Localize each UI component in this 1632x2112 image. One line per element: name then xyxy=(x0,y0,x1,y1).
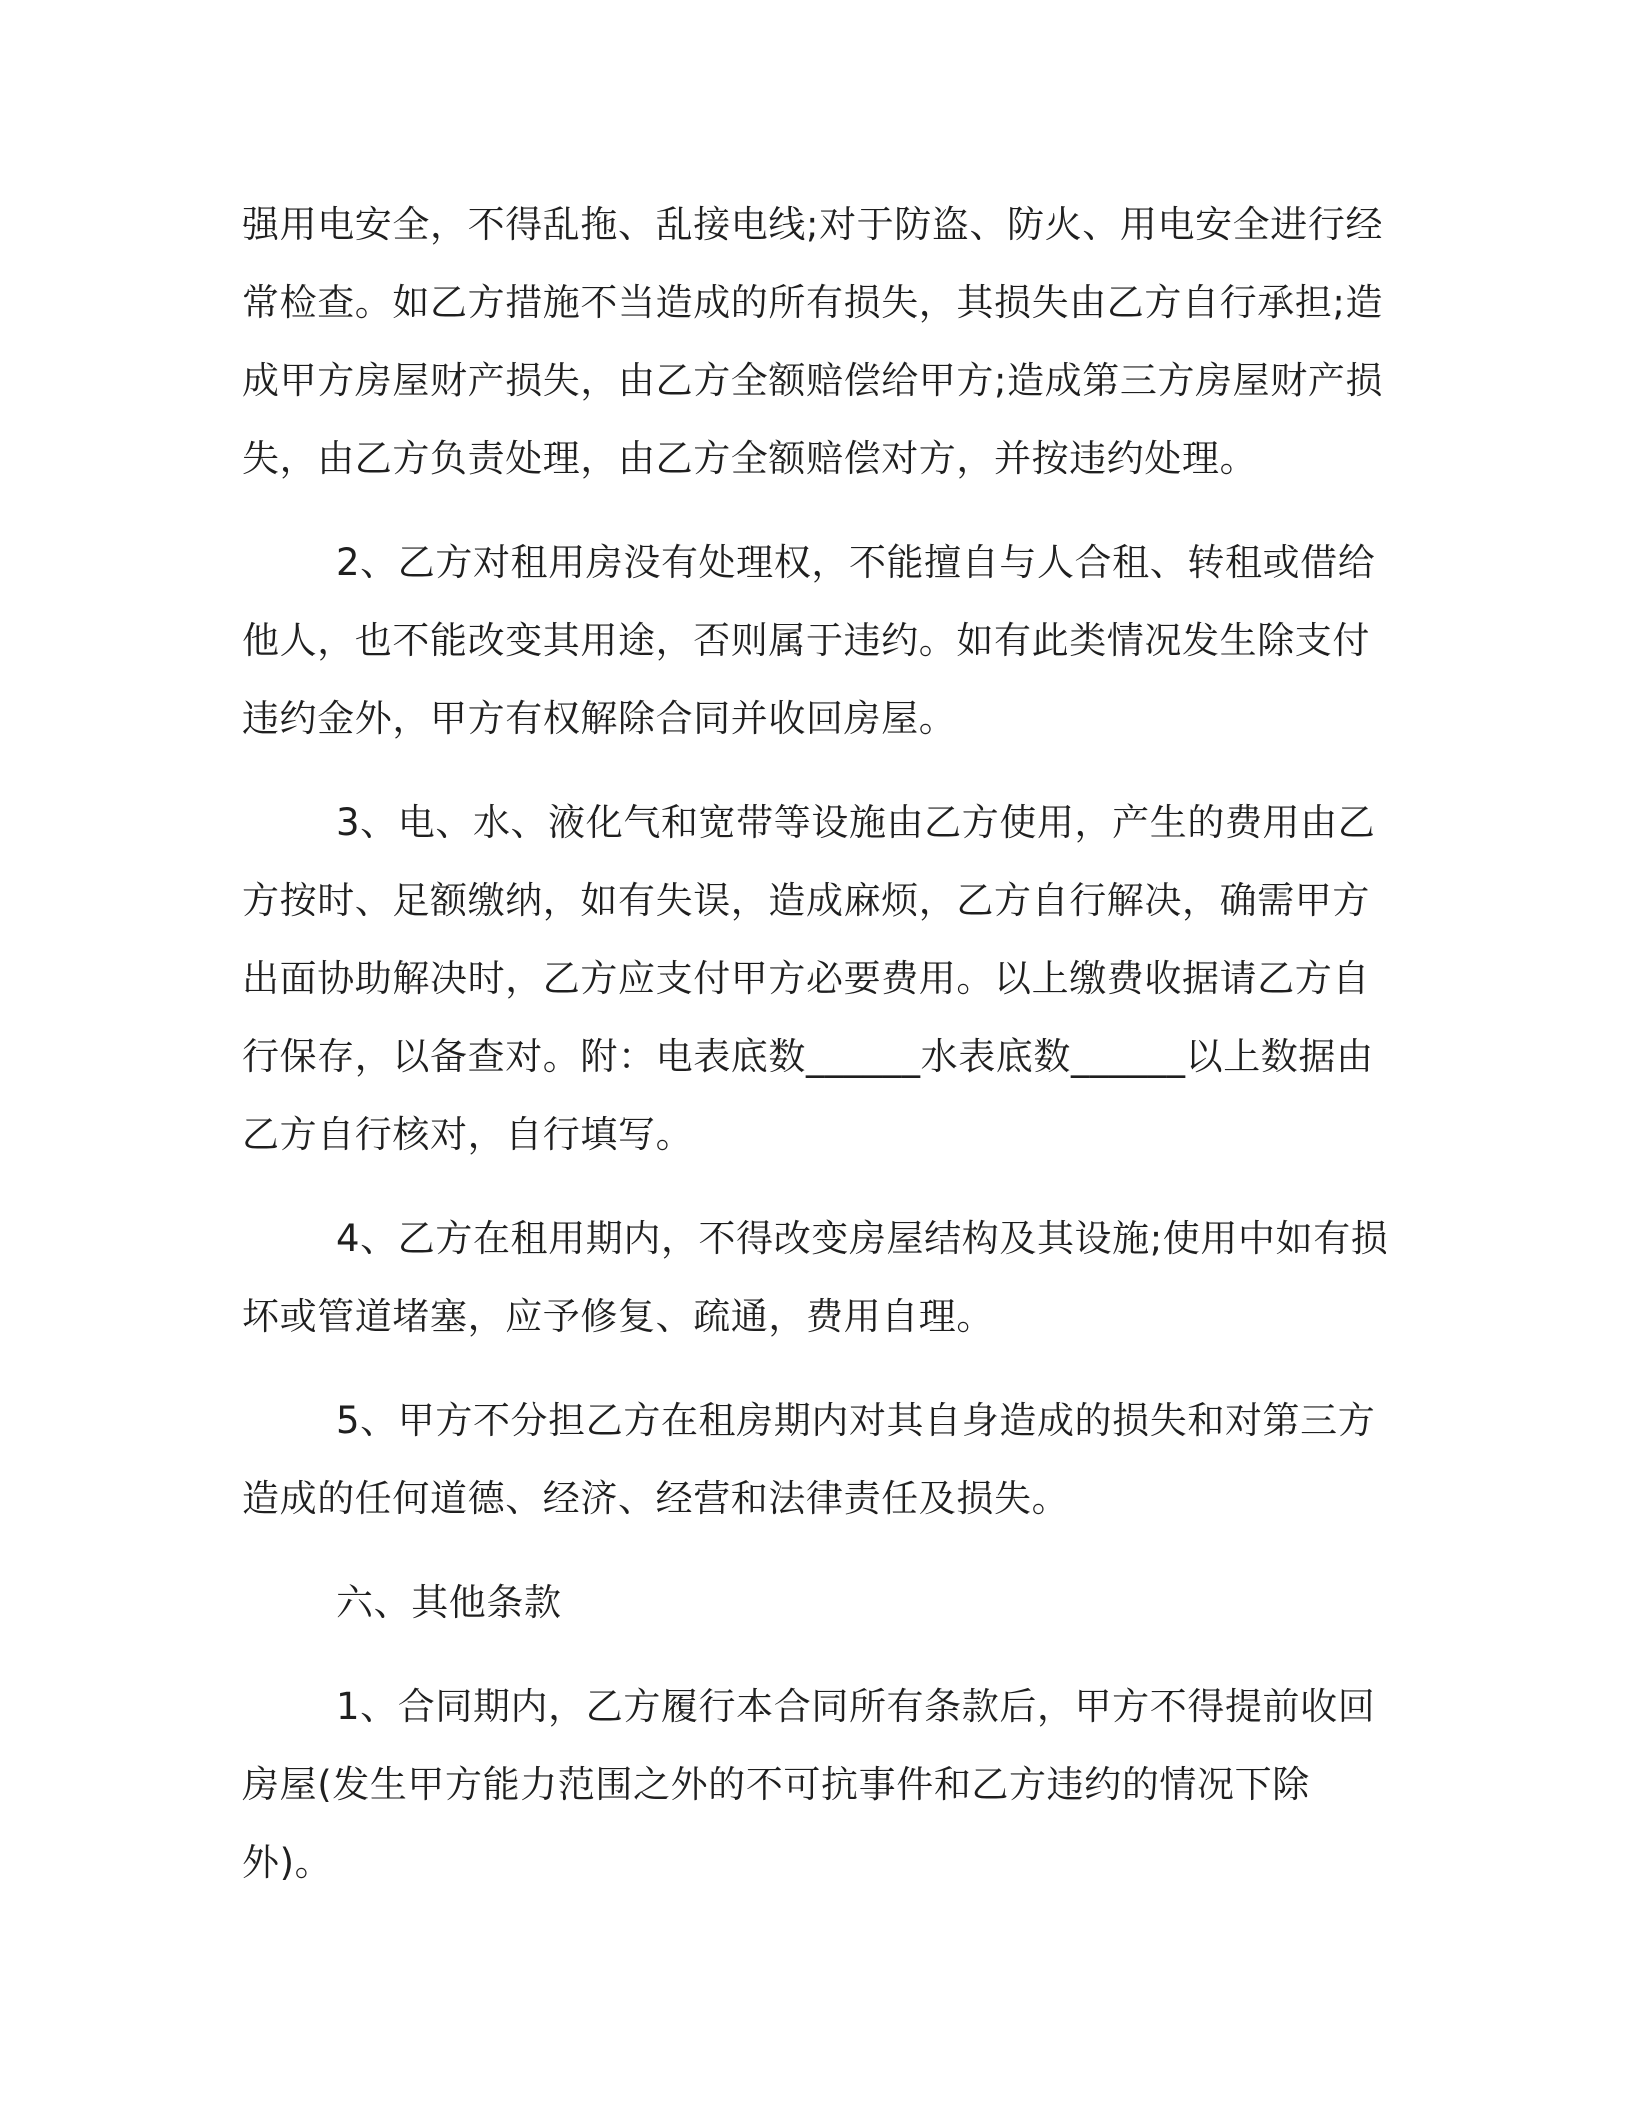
document-body xyxy=(242,186,1392,1928)
paragraph-clause-2: 2、乙方对租用房没有处理权，不能擅自与人合租、转租或借给他人，也不能改变其用途，否则属于违约。如有此类情况发生除支付违约金外，甲方有权解除合同并收回房屋。 xyxy=(242,541,1376,740)
paragraph-continued: 强用电安全，不得乱拖、乱接电线;对于防盗、防火、用电安全进行经常检查。如乙方措施不当造成的所有损失，其损失由乙方自行承担;造成甲方房屋财产损失，由乙方全额赔偿给甲方;造成第三方房屋财产损失，由乙方负责处理，由乙方全额赔偿对方，并按违约处理。 xyxy=(242,203,1384,480)
paragraph-clause-5: 5、甲方不分担乙方在租房期内对其自身造成的损失和对第三方造成的任何道德、经济、经营和法律责任及损失。 xyxy=(242,1399,1376,1520)
section-heading-other-terms: 六、其他条款 xyxy=(336,1581,562,1624)
paragraph-clause-4: 4、乙方在租用期内，不得改变房屋结构及其设施;使用中如有损坏或管道堵塞，应予修复、疏通，费用自理。 xyxy=(242,1217,1389,1338)
paragraph-clause-3: 3、电、水、液化气和宽带等设施由乙方使用，产生的费用由乙方按时、足额缴纳，如有失误，造成麻烦，乙方自行解决，确需甲方出面协助解决时，乙方应支付甲方必要费用。以上缴费收据请乙方自行保存，以备查对。附：电表底数______水表底数______以上数据由乙方自行核对，自行填写。 xyxy=(242,801,1376,1156)
paragraph-clause-6-1: 1、合同期内，乙方履行本合同所有条款后，甲方不得提前收回房屋(发生甲方能力范围之外的不可抗事件和乙方违约的情况下除外)。 xyxy=(242,1685,1376,1884)
